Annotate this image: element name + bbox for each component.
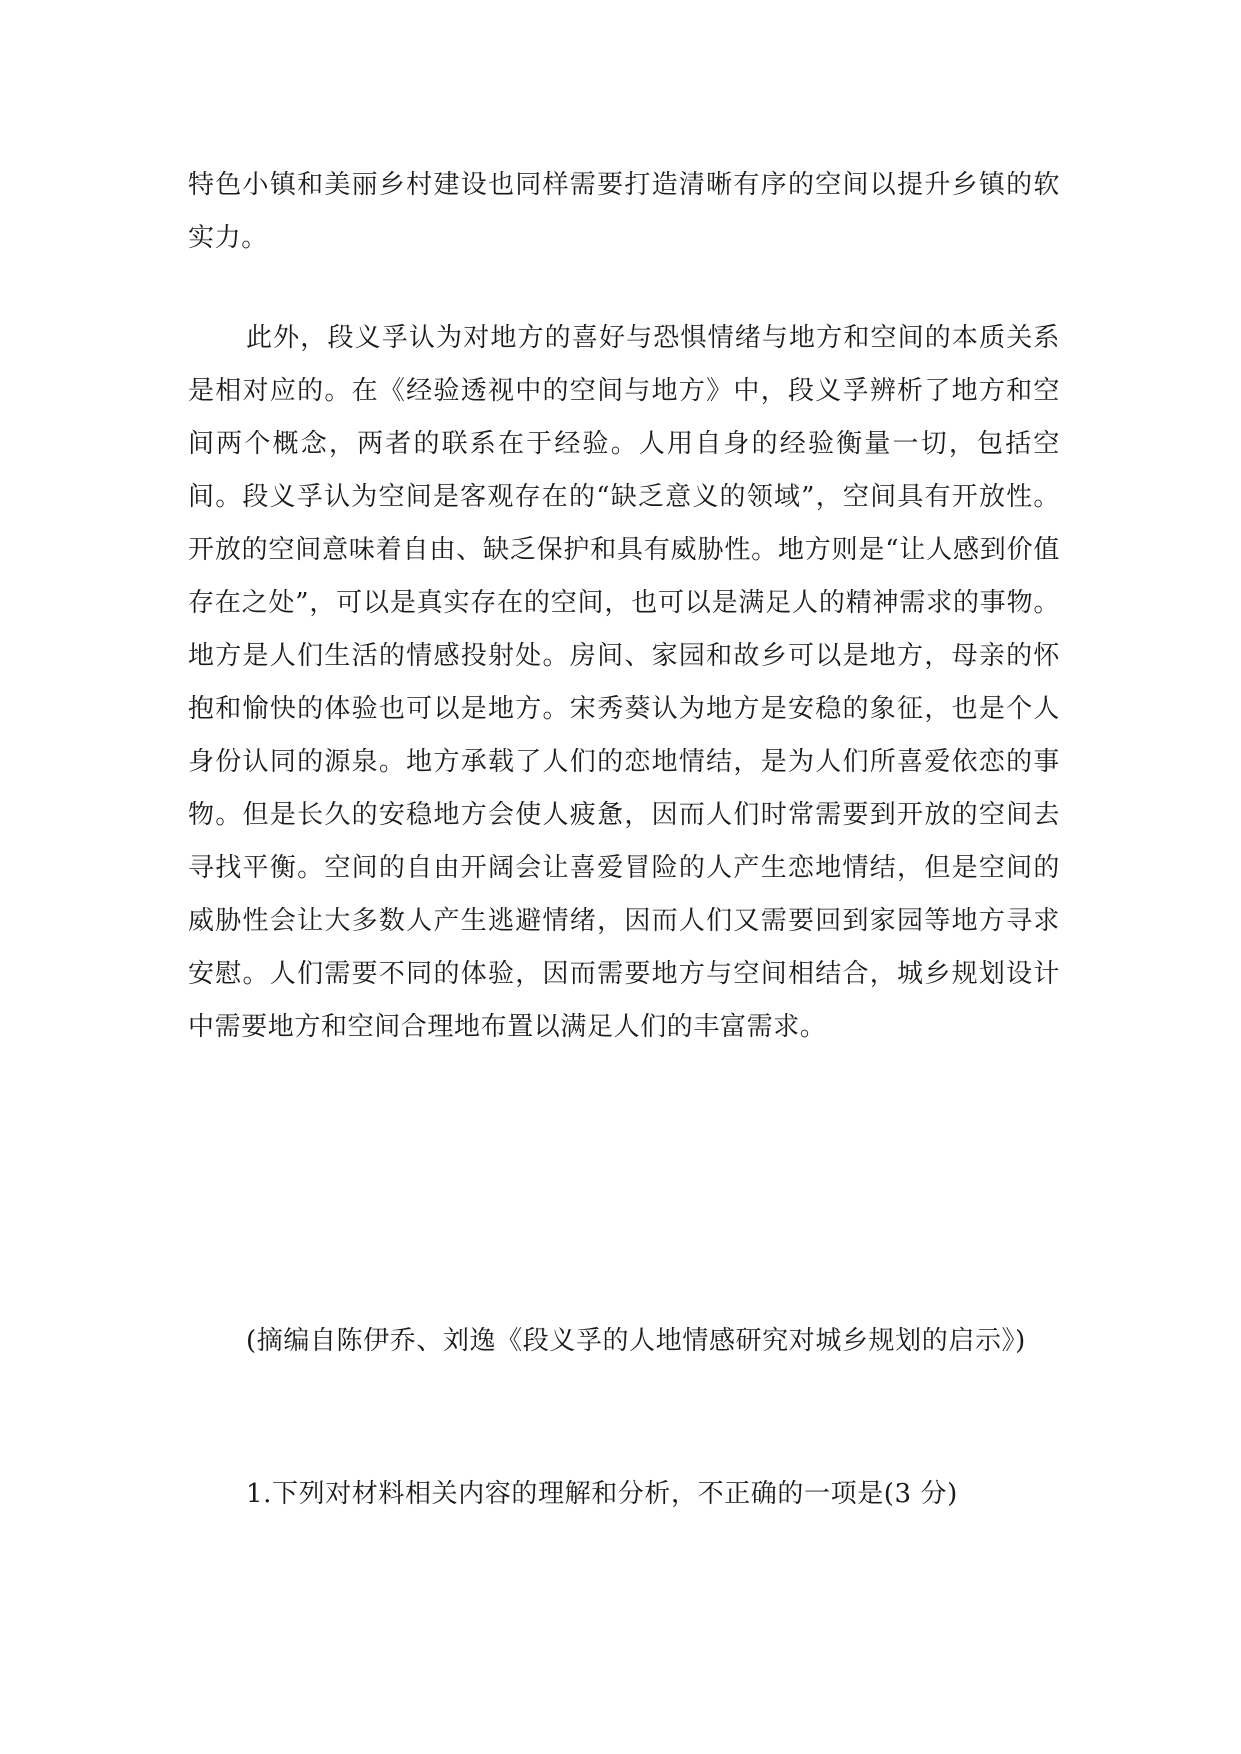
source-citation: (摘编自陈伊乔、刘逸《段义孚的人地情感研究对城乡规划的启示》) bbox=[246, 1326, 1026, 1356]
paragraph-main: 此外，段义孚认为对地方的喜好与恐惧情绪与地方和空间的本质关系是相对应的。在《经验透视中的空间与地方》中，段义孚辨析了地方和空间两个概念，两者的联系在于经验。人用自身的经验衡量一切，包括空间。段义孚认为空间是客观存在的“缺乏意义的领域”，空间具有开放性。开放的空间意味着自由、缺乏保护和具有威胁性。地方则是“让人感到价值存在之处”，可以是真实存在的空间，也可以是满足人的精神需求的事物。地方是人们生活的情感投射处。房间、家园和故乡可以是地方，母亲的怀抱和愉快的体验也可以是地方。宋秀葵认为地方是安稳的象征，也是个人身份认同的源泉。地方承载了人们的恋地情结，是为人们所喜爱依恋的事物。但是长久的安稳地方会使人疲惫，因而人们时常需要到开放的空间去寻找平衡。空间的自由开阔会让喜爱冒险的人产生恋地情结，但是空间的威胁性会让大多数人产生逃避情绪，因而人们又需要回到家园等地方寻求安慰。人们需要不同的体验，因而需要地方与空间相结合，城乡规划设计中需要地方和空间合理地布置以满足人们的丰富需求。 bbox=[188, 323, 1060, 1042]
question-1: 1.下列对材料相关内容的理解和分析，不正确的一项是(3 分) bbox=[246, 1479, 958, 1509]
paragraph-continuation: 特色小镇和美丽乡村建设也同样需要打造清晰有序的空间以提升乡镇的软实力。 bbox=[188, 170, 1060, 253]
